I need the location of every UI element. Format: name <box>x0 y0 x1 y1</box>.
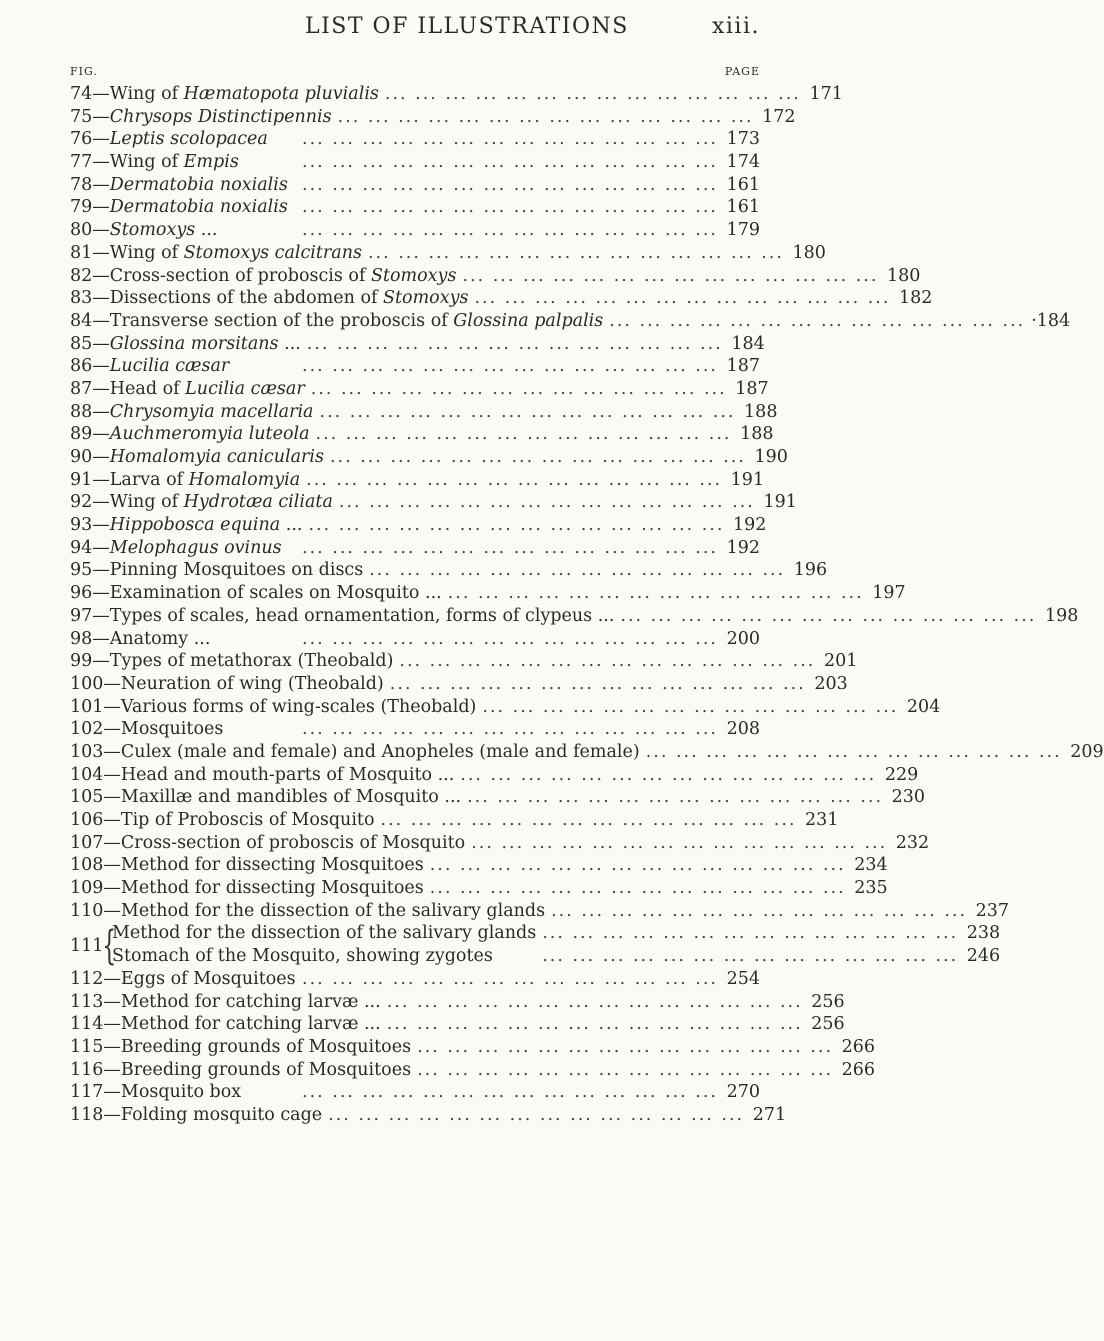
leader-dots: ... ... ... ... ... ... ... ... ... ... ... ... ... ... <box>319 401 736 422</box>
entry-page: 203 <box>814 673 848 694</box>
entry-label <box>70 492 333 512</box>
leader-dots: ... ... ... ... ... ... ... ... ... ... ... ... ... ... <box>429 878 846 899</box>
leader-dots: ... ... ... ... ... ... ... ... ... ... ... ... ... ... <box>380 810 797 830</box>
entry-page: 197 <box>872 583 906 604</box>
entry-page: 192 <box>726 537 760 558</box>
entry-text: 95—Pinning Mosquitoes on discs <box>70 560 364 581</box>
list-item <box>70 832 930 856</box>
list-item <box>70 129 760 152</box>
entry-text: 92—Wing of <box>70 492 184 513</box>
leader-dots: ... ... ... ... ... ... ... ... ... ... ... ... ... ... <box>369 560 786 581</box>
entry-page: 161 <box>726 174 760 195</box>
leader-dots: ... ... ... ... ... ... ... ... ... ... ... ... ... ... <box>482 696 899 717</box>
entry-page: 200 <box>726 628 760 649</box>
entry-page: 254 <box>726 968 760 989</box>
column-headings <box>70 65 760 78</box>
entry-text: 108—Method for dissecting Mosquitoes <box>70 855 424 876</box>
entry-label <box>70 379 305 399</box>
entry-text: 118—Folding mosquito cage <box>70 1104 323 1125</box>
list-item <box>70 1036 876 1060</box>
brace-glyph: { <box>102 923 117 970</box>
entry-label <box>70 765 454 785</box>
entry-label <box>70 606 614 626</box>
list-item <box>70 401 778 425</box>
leader-dots: ... ... ... ... ... ... ... ... ... ... ... ... ... ... <box>302 628 718 649</box>
leader-dots: ... ... ... ... ... ... ... ... ... ... ... ... ... ... <box>315 424 732 445</box>
leader-dots: ... ... ... ... ... ... ... ... ... ... ... ... ... ... <box>302 968 718 989</box>
leader-dots: ... ... ... ... ... ... ... ... ... ... ... ... ... ... <box>609 310 1026 331</box>
leader-dots: ... ... ... ... ... ... ... ... ... ... ... ... ... ... <box>399 651 816 672</box>
entry-label <box>70 197 288 217</box>
entry-page: 190 <box>754 447 788 467</box>
list-item <box>70 492 797 515</box>
entry-text: 96—Examination of scales on Mosquito ... <box>70 583 442 604</box>
entry-text: 117—Mosquito box <box>70 1082 242 1103</box>
entry-species: Stomoxys <box>383 288 469 309</box>
entry-page: 171 <box>809 84 843 104</box>
entry-label <box>70 1060 411 1080</box>
leader-dots: ... ... ... ... ... ... ... ... ... ... ... ... ... ... <box>462 265 879 286</box>
entry-text: 101—Various forms of wing-scales (Theobald) <box>70 696 477 717</box>
list-item <box>70 787 926 810</box>
entry-label <box>70 84 379 104</box>
entry-text: 88— <box>70 401 110 422</box>
entry-text: 98—Anatomy ... <box>70 628 211 649</box>
entry-label <box>70 538 282 558</box>
entry-species: Chrysomyia macellaria <box>109 401 314 422</box>
entry-text: 89— <box>70 424 110 445</box>
entry-label <box>70 1037 411 1057</box>
entry-text: 87—Head of <box>70 378 186 399</box>
entry-species: Lucilia cæsar <box>109 356 230 377</box>
entry-text: 102—Mosquitoes <box>70 719 224 740</box>
leader-dots: ... ... ... ... ... ... ... ... ... ... ... ... ... ... <box>302 719 718 740</box>
leader-dots: ... ... ... ... ... ... ... ... ... ... ... ... ... ... <box>302 174 718 195</box>
entry-species: Hydrotæa ciliata <box>183 492 333 513</box>
entry-text: 90— <box>70 447 110 467</box>
entry-label <box>70 220 217 240</box>
entry-species: Dermatobia noxialis <box>109 197 288 218</box>
page-heading: PAGE <box>724 65 760 78</box>
entry-label <box>70 288 468 308</box>
entry-label <box>70 833 465 853</box>
entry-label <box>70 1082 241 1102</box>
entry-page: 266 <box>841 1059 876 1080</box>
entry-text: 107—Cross-section of proboscis of Mosquito <box>70 832 466 853</box>
entry-page: 187 <box>735 378 769 399</box>
list-item <box>70 356 760 379</box>
entry-page: 187 <box>726 356 760 377</box>
entry-page: 192 <box>733 515 767 536</box>
entry-label <box>70 901 545 921</box>
entry-species: Homalomyia canicularis <box>109 447 324 467</box>
list-item <box>70 424 774 447</box>
list-item <box>70 469 765 493</box>
list-item <box>70 878 888 901</box>
entry-text: 81—Wing of <box>70 242 184 263</box>
entry-label <box>112 923 536 943</box>
list-item <box>70 265 921 289</box>
entry-species: Lucilia cæsar <box>185 378 305 399</box>
entry-page: 238 <box>966 923 1001 944</box>
entry-text: 113—Method for catching larvæ ... <box>70 991 381 1012</box>
list-item <box>70 84 843 107</box>
list-item <box>70 855 888 878</box>
running-head <box>70 14 760 39</box>
leader-dots: ... ... ... ... ... ... ... ... ... ... ... ... ... ... <box>302 537 718 558</box>
group-rows <box>112 923 1000 968</box>
list-item <box>70 1014 845 1037</box>
entry-text: 116—Breeding grounds of Mosquitoes <box>70 1059 412 1080</box>
entry-page: 232 <box>895 832 930 853</box>
list-item <box>70 719 760 742</box>
list-item <box>70 515 767 538</box>
entry-text: 112—Eggs of Mosquitoes <box>70 968 296 989</box>
entry-page: 235 <box>854 878 888 899</box>
entry-label <box>70 311 603 331</box>
entry-text: 104—Head and mouth-parts of Mosquito ... <box>70 764 455 785</box>
leader-dots: ... ... ... ... ... ... ... ... ... ... ... ... ... ... <box>328 1104 745 1125</box>
list-item <box>70 764 919 788</box>
entry-species: Stomoxys <box>371 265 457 286</box>
entry-text: 99—Types of metathorax (Theobald) <box>70 651 394 672</box>
entry-page: 161 <box>726 197 760 218</box>
list-item <box>70 378 769 402</box>
entry-page: 270 <box>726 1082 760 1103</box>
page-number: xiii. <box>711 14 760 39</box>
entry-text: 100—Neuration of wing (Theobald) <box>70 673 384 694</box>
entry-species: Stomoxys ... <box>109 220 218 241</box>
list-item <box>70 969 760 992</box>
entry-label <box>70 402 314 422</box>
leader-dots: ... ... ... ... ... ... ... ... ... ... ... ... ... ... <box>329 447 746 467</box>
list-item <box>70 197 760 220</box>
entry-species: Hippobosca equina ... <box>109 515 303 536</box>
entry-label <box>70 787 461 807</box>
entry-label <box>70 583 442 603</box>
entry-text: 76— <box>70 129 110 150</box>
leader-dots: ... ... ... ... ... ... ... ... ... ... ... ... ... ... <box>302 152 718 173</box>
entry-label <box>70 810 375 830</box>
entry-label <box>70 266 456 286</box>
leader-dots: ... ... ... ... ... ... ... ... ... ... ... ... ... ... <box>302 197 718 218</box>
list-item <box>70 673 848 697</box>
entry-species: Auchmeromyia luteola <box>109 424 310 445</box>
entry-text: 85— <box>70 333 110 354</box>
entry-page: 198 <box>1044 605 1079 626</box>
leader-dots: ... ... ... ... ... ... ... ... ... ... ... ... ... ... <box>367 242 784 263</box>
entry-label <box>112 946 493 966</box>
entry-page: 196 <box>793 560 828 581</box>
leader-dots: ... ... ... ... ... ... ... ... ... ... ... ... ... ... <box>542 946 959 967</box>
entry-text: 114—Method for catching larvæ ... <box>70 1014 381 1035</box>
leader-dots: ... ... ... ... ... ... ... ... ... ... ... ... ... ... <box>302 129 718 150</box>
leader-dots: ... ... ... ... ... ... ... ... ... ... ... ... ... ... <box>645 741 1062 762</box>
leader-dots: ... ... ... ... ... ... ... ... ... ... ... ... ... ... <box>460 764 877 785</box>
leader-dots: ... ... ... ... ... ... ... ... ... ... ... ... ... ... <box>620 605 1037 626</box>
entry-text: 82—Cross-section of proboscis of <box>70 265 371 286</box>
entry-text: 78— <box>70 174 110 195</box>
list-item <box>70 1104 787 1128</box>
entry-page: 172 <box>762 106 796 127</box>
entry-text: 105—Maxillæ and mandibles of Mosquito ... <box>70 787 462 808</box>
leader-dots: ... ... ... ... ... ... ... ... ... ... ... ... ... ... <box>386 991 803 1012</box>
list-item <box>70 310 1071 334</box>
entry-species: Hæmatopota pluvialis <box>183 84 379 104</box>
entry-label <box>70 697 476 717</box>
entry-page: 191 <box>730 469 765 490</box>
entry-page: 237 <box>975 900 1010 921</box>
entry-text: 80— <box>70 220 110 241</box>
entry-page: 173 <box>726 129 760 150</box>
entry-species: Empis <box>183 152 239 173</box>
entry-text: 103—Culex (male and female) and Anopheles (male and female) <box>70 741 640 762</box>
entry-label <box>70 515 302 535</box>
entry-text: 86— <box>70 356 110 377</box>
entry-text: 83—Dissections of the abdomen of <box>70 288 384 309</box>
entry-page: 180 <box>886 265 921 286</box>
leader-dots: ... ... ... ... ... ... ... ... ... ... ... ... ... ... <box>302 220 718 241</box>
entry-label <box>70 243 362 263</box>
list-item <box>70 242 826 266</box>
list-item <box>70 1082 760 1105</box>
list-item <box>70 1059 876 1083</box>
entry-page: 182 <box>899 288 933 309</box>
entry-page: 174 <box>726 152 760 173</box>
entry-page: 201 <box>823 651 858 672</box>
entry-page: 256 <box>811 1014 845 1035</box>
leader-dots: ... ... ... ... ... ... ... ... ... ... ... ... ... ... <box>417 1059 834 1080</box>
leader-dots: ... ... ... ... ... ... ... ... ... ... ... ... ... ... <box>551 900 968 921</box>
list-item <box>70 333 765 357</box>
list-item <box>70 447 788 470</box>
entry-text: 110—Method for the dissection of the salivary glands <box>70 900 546 921</box>
entry-label <box>70 1105 322 1125</box>
list-item <box>70 991 845 1015</box>
entry-text: 77—Wing of <box>70 152 184 173</box>
entry-text: 106—Tip of Proboscis of Mosquito <box>70 810 375 830</box>
leader-dots: ... ... ... ... ... ... ... ... ... ... ... ... ... ... <box>337 106 754 127</box>
entry-page: 231 <box>805 810 839 830</box>
entry-page: 234 <box>854 855 888 876</box>
entry-species: Leptis scolopacea <box>109 129 268 150</box>
entry-page: 191 <box>763 492 797 513</box>
entry-page: ·184 <box>1031 310 1071 331</box>
entry-label <box>70 175 288 195</box>
list-item <box>70 629 760 652</box>
entry-species: Melophagus ovinus <box>109 537 282 558</box>
leader-dots: ... ... ... ... ... ... ... ... ... ... ... ... ... ... <box>308 515 725 536</box>
entry-label <box>70 447 324 467</box>
entry-label <box>70 356 229 376</box>
list-item <box>70 220 760 243</box>
list-item <box>70 538 760 561</box>
leader-dots: ... ... ... ... ... ... ... ... ... ... ... ... ... ... <box>338 492 755 513</box>
list-item <box>70 741 1104 765</box>
entry-text: 91—Larva of <box>70 469 189 490</box>
list-item <box>70 175 760 198</box>
entry-species: Homalomyia <box>188 469 301 490</box>
entry-label <box>70 129 268 149</box>
entry-page: 180 <box>792 242 826 263</box>
entry-label <box>70 1014 381 1034</box>
list-item <box>70 152 760 175</box>
entry-page: 179 <box>726 220 760 241</box>
list-item <box>112 923 1000 946</box>
entry-label <box>70 674 384 694</box>
leader-dots: ... ... ... ... ... ... ... ... ... ... ... ... ... ... <box>302 356 718 377</box>
entry-page: 271 <box>752 1104 787 1125</box>
list-item <box>70 288 933 311</box>
entry-page: 230 <box>891 787 926 808</box>
entry-page: 184 <box>731 333 765 354</box>
entry-page: 246 <box>966 946 1001 967</box>
entry-page: 204 <box>906 696 941 717</box>
entry-text: Method for the dissection of the salivary glands <box>112 923 537 944</box>
entry-label <box>70 152 239 172</box>
list-item <box>70 900 1010 924</box>
entry-text: 74—Wing of <box>70 84 184 104</box>
leader-dots: ... ... ... ... ... ... ... ... ... ... ... ... ... ... <box>386 1014 803 1035</box>
entry-text: 93— <box>70 515 110 536</box>
page-title: LIST OF ILLUSTRATIONS <box>305 14 629 39</box>
leader-dots: ... ... ... ... ... ... ... ... ... ... ... ... ... ... <box>471 832 888 853</box>
entry-species: Glossina palpalis <box>453 310 604 331</box>
illustration-list <box>70 84 1104 1128</box>
entry-species: Chrysops Distinctipennis <box>109 106 332 127</box>
leader-dots: ... ... ... ... ... ... ... ... ... ... ... ... ... ... <box>306 469 723 490</box>
entry-page: 208 <box>726 719 760 740</box>
entry-text: 79— <box>70 197 110 218</box>
leader-dots: ... ... ... ... ... ... ... ... ... ... ... ... ... ... <box>474 288 891 309</box>
leader-dots: ... ... ... ... ... ... ... ... ... ... ... ... ... ... <box>310 378 727 399</box>
leader-dots: ... ... ... ... ... ... ... ... ... ... ... ... ... ... <box>417 1036 834 1057</box>
entry-page: 229 <box>884 764 919 785</box>
entry-text: 94— <box>70 537 110 558</box>
list-item <box>70 106 796 130</box>
entry-label <box>70 334 301 354</box>
leader-dots: ... ... ... ... ... ... ... ... ... ... ... ... ... ... <box>542 923 959 944</box>
leader-dots: ... ... ... ... ... ... ... ... ... ... ... ... ... ... <box>384 84 801 104</box>
entry-page: 266 <box>841 1036 876 1057</box>
entry-label <box>70 719 223 739</box>
list-item <box>112 946 1000 969</box>
entry-label <box>70 855 424 875</box>
entry-text: 75— <box>70 106 110 127</box>
leader-dots: ... ... ... ... ... ... ... ... ... ... ... ... ... ... <box>389 673 806 694</box>
leader-dots: ... ... ... ... ... ... ... ... ... ... ... ... ... ... <box>467 787 884 808</box>
list-item <box>70 583 906 606</box>
entry-species: Glossina morsitans ... <box>109 333 301 354</box>
entry-label <box>70 107 332 127</box>
entry-species: Stomoxys calcitrans <box>183 242 362 263</box>
leader-dots: ... ... ... ... ... ... ... ... ... ... ... ... ... ... <box>306 333 723 354</box>
entry-species: Dermatobia noxialis <box>109 174 288 195</box>
entry-label <box>70 424 310 444</box>
entry-text: 97—Types of scales, head ornamentation, forms of clypeus ... <box>70 605 615 626</box>
entry-page: 188 <box>740 424 774 445</box>
list-item <box>70 605 1079 629</box>
entry-label <box>70 560 363 580</box>
entry-text: Stomach of the Mosquito, showing zygotes <box>112 946 493 967</box>
fig-heading: FIG. <box>70 65 98 78</box>
grouped-entry-111 <box>70 923 1001 970</box>
list-item <box>70 651 858 674</box>
entry-label <box>70 651 393 671</box>
list-item <box>70 696 941 720</box>
list-item <box>70 560 828 583</box>
entry-label <box>70 969 296 989</box>
group-number: 111 <box>70 936 104 957</box>
entry-label <box>70 742 640 762</box>
entry-text: 84—Transverse section of the proboscis of <box>70 310 454 331</box>
entry-page: 209 <box>1070 741 1104 762</box>
entry-page: 256 <box>811 991 845 1012</box>
entry-label <box>70 878 424 898</box>
leader-dots: ... ... ... ... ... ... ... ... ... ... ... ... ... ... <box>447 583 864 604</box>
entry-label <box>70 992 381 1012</box>
list-item <box>70 810 839 833</box>
entry-page: 188 <box>744 401 778 422</box>
entry-text: 109—Method for dissecting Mosquitoes <box>70 878 424 899</box>
entry-label <box>70 629 210 649</box>
leader-dots: ... ... ... ... ... ... ... ... ... ... ... ... ... ... <box>429 855 846 876</box>
entry-text: 115—Breeding grounds of Mosquitoes <box>70 1036 412 1057</box>
entry-label <box>70 470 300 490</box>
leader-dots: ... ... ... ... ... ... ... ... ... ... ... ... ... ... <box>302 1082 718 1103</box>
